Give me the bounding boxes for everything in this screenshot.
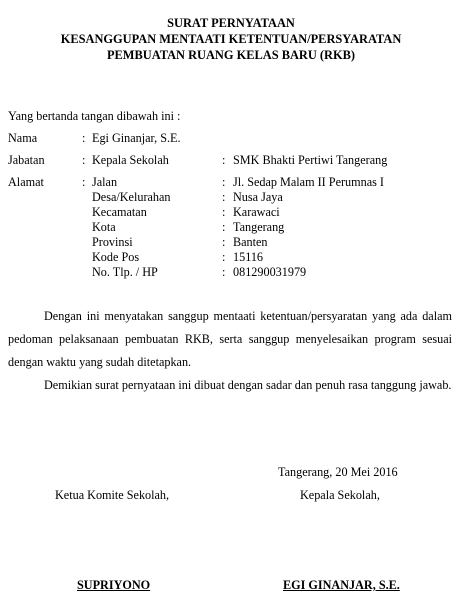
nama-value: Egi Ginanjar, S.E. <box>92 131 181 145</box>
address-label-desa: Desa/Kelurahan <box>92 190 171 204</box>
address-colon: : <box>222 220 226 234</box>
right-signatory-role: Kepala Sekolah, <box>300 488 380 502</box>
sekolah-colon: : <box>222 153 226 167</box>
address-colon: : <box>222 175 226 189</box>
address-label-provinsi: Provinsi <box>92 235 133 249</box>
address-value-jalan: Jl. Sedap Malam II Perumnas I <box>233 175 384 189</box>
intro-text: Yang bertanda tangan dibawah ini : <box>8 109 181 123</box>
address-label-kota: Kota <box>92 220 116 234</box>
right-signatory-name: EGI GINANJAR, S.E. <box>283 578 400 592</box>
jabatan-label: Jabatan <box>8 153 45 167</box>
place-date: Tangerang, 20 Mei 2016 <box>278 465 398 479</box>
address-value-telepon: 081290031979 <box>233 265 307 279</box>
jabatan-colon: : <box>82 153 86 167</box>
address-colon: : <box>222 250 226 264</box>
address-label-telepon: No. Tlp. / HP <box>92 265 158 279</box>
address-label-jalan: Jalan <box>92 175 118 189</box>
letter-title: SURAT PERNYATAAN <box>167 16 295 30</box>
address-value-provinsi: Banten <box>233 235 268 249</box>
jabatan-value: Kepala Sekolah <box>92 153 169 167</box>
closing-paragraph: Demikian surat pernyataan ini dibuat dengan sadar dan penuh rasa tanggung jawab. <box>44 378 452 392</box>
letter-subtitle-2: PEMBUATAN RUANG KELAS BARU (RKB) <box>106 48 356 62</box>
address-value-kota: Tangerang <box>233 220 285 234</box>
left-signatory-role: Ketua Komite Sekolah, <box>55 488 170 502</box>
left-signatory-name: SUPRIYONO <box>77 578 151 592</box>
statement-paragraph: Dengan ini menyatakan sanggup mentaati ketentuan/persyaratan yang ada dalam pedoman pelaksanaan pembuatan RKB, serta sanggup menyelesaikan program sesuai dengan waktu yang sudah ditetapkan. <box>8 309 452 369</box>
address-value-kodepos: 15116 <box>233 250 264 264</box>
address-label-kecamatan: Kecamatan <box>92 205 147 219</box>
address-value-desa: Nusa Jaya <box>233 190 283 204</box>
address-colon: : <box>222 205 226 219</box>
address-colon: : <box>222 190 226 204</box>
alamat-label: Alamat <box>8 175 44 189</box>
address-colon: : <box>222 265 226 279</box>
alamat-colon: : <box>82 175 86 189</box>
nama-label: Nama <box>8 131 38 145</box>
letter-subtitle: KESANGGUPAN MENTAATI KETENTUAN/PERSYARATAN <box>60 32 402 46</box>
address-value-kecamatan: Karawaci <box>233 205 280 219</box>
address-label-kodepos: Kode Pos <box>92 250 140 264</box>
address-colon: : <box>222 235 226 249</box>
sekolah-value: SMK Bhakti Pertiwi Tangerang <box>233 153 388 167</box>
nama-colon: : <box>82 131 86 145</box>
